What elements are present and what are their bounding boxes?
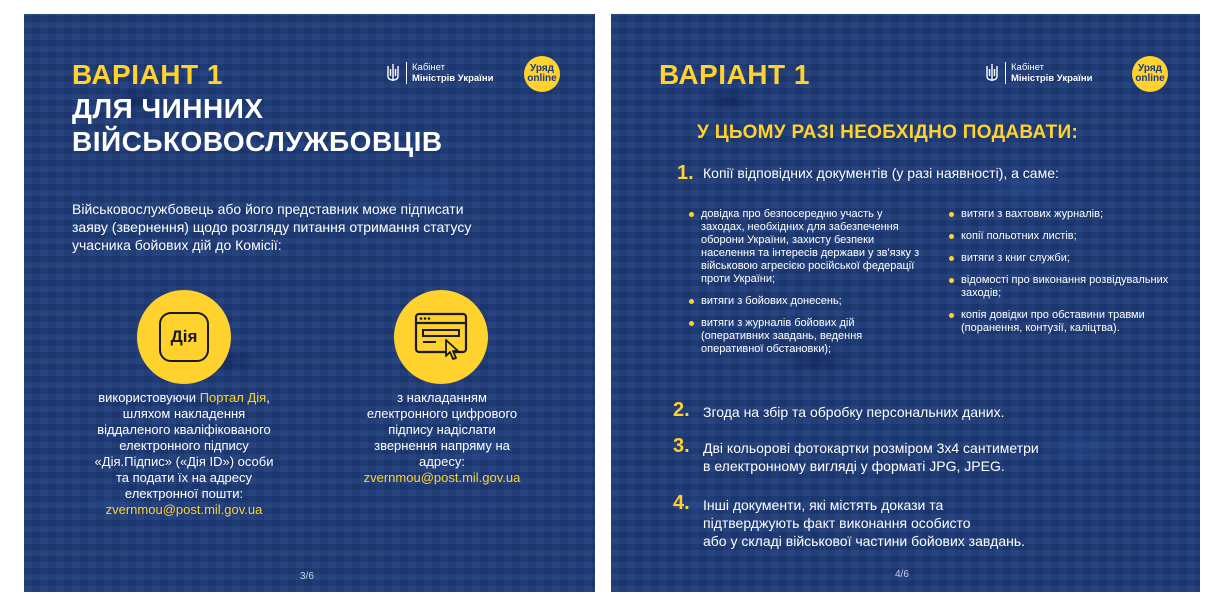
item-3-text — [703, 439, 1039, 475]
browser-circle — [394, 290, 488, 384]
title-line-3: ВІЙСЬКОВОСЛУЖБОВЦІВ — [72, 126, 443, 157]
col1-line-7: електронної пошти: — [124, 486, 244, 501]
subheading: У ЦЬОМУ РАЗІ НЕОБХІДНО ПОДАВАТИ: — [697, 122, 1079, 143]
item-1-text: Копії відповідних документів (у разі наявності), а саме: — [703, 165, 1059, 181]
col1-line-4: електронного підпису — [119, 438, 249, 453]
cabinet-logo — [386, 62, 493, 84]
uriad-line-1: Уряд — [1138, 63, 1162, 74]
portal-diia-link[interactable]: Портал Дія — [199, 390, 267, 405]
item-4-number: 4. — [673, 492, 690, 514]
email-link-1[interactable]: zvernmou@post.mil.gov.ua — [105, 502, 263, 517]
col2-line-3: підпису надіслати — [388, 422, 496, 437]
list-item: витяги з бойових донесень; — [689, 295, 925, 308]
uriad-online-logo — [524, 56, 560, 92]
email-link-2[interactable]: zvernmou@post.mil.gov.ua — [363, 470, 521, 485]
portal-diia-text — [64, 390, 304, 518]
diia-icon — [159, 312, 209, 362]
logo-line-2: Міністрів України — [1011, 73, 1093, 84]
col1-suffix: , — [266, 390, 270, 405]
uriad-line-2: online — [1135, 73, 1165, 84]
page-number: 4/6 — [895, 569, 909, 580]
item-3-line-1: Дві кольорові фотокартки розміром 3х4 сантиметри — [703, 440, 1039, 456]
intro-line-2: заяву (звернення) щодо розгляду питання отримання статусу — [72, 219, 472, 235]
item-2-number: 2. — [673, 399, 690, 421]
col2-line-1: з накладанням — [397, 390, 487, 405]
intro-paragraph — [72, 200, 471, 254]
trident-icon — [985, 63, 999, 83]
item-3-number: 3. — [673, 435, 690, 457]
item-3-line-2: в електронному вигляді у форматі JPG, JPEG. — [703, 458, 1005, 474]
col2-line-2: електронного цифрового — [366, 406, 518, 421]
title-line-2: ДЛЯ ЧИННИХ — [72, 93, 264, 124]
item-4-line-2: підтверджують факт виконання особисто — [703, 515, 971, 531]
item-4-line-3: або у складі військової частини бойових завдань. — [703, 533, 1026, 549]
title-variant: ВАРІАНТ 1 — [659, 59, 810, 90]
col1-prefix: використовуючи — [98, 390, 200, 405]
item-4-text — [703, 496, 1025, 550]
intro-line-1: Військовослужбовець або його представник може підписати — [72, 201, 464, 217]
col1-line-3: віддаленого кваліфікованого — [97, 422, 271, 437]
item-4-line-1: Інші документи, які містять докази та — [703, 497, 944, 513]
col2-line-5: адресу: — [419, 454, 465, 469]
intro-line-3: учасника бойових дій до Комісії: — [72, 237, 282, 253]
slide-3 — [24, 14, 595, 592]
bullets-right — [949, 208, 1169, 344]
diia-icon-text: Дія — [170, 327, 198, 346]
uriad-line-1: Уряд — [530, 63, 554, 74]
list-item: витяги з книг служби; — [949, 252, 1169, 265]
signature-text — [324, 390, 560, 486]
list-item: копія довідки про обставини травми (поранення, контузії, каліцтва). — [949, 309, 1169, 335]
list-item: довідка про безпосередню участь у заходах, необхідних для забезпечення оборони України, захисту безпеки населення та інтересів держави у зв'язку з військовою агресією російської федерації проти України; — [689, 208, 925, 286]
bullets-left — [689, 208, 925, 365]
uriad-line-2: online — [527, 73, 557, 84]
list-item: відомості про виконання розвідувальних заходів; — [949, 274, 1169, 300]
col1-line-2: шляхом накладення — [122, 406, 246, 421]
item-2-text: Згода на збір та обробку персональних даних. — [703, 404, 1005, 420]
logo-line-2: Міністрів України — [412, 73, 494, 84]
browser-click-icon — [414, 312, 468, 362]
col1-line-5: «Дія.Підпис» («Дія ID») особи — [94, 454, 274, 469]
list-item: копії польотних листів; — [949, 230, 1169, 243]
col2-line-4: звернення напряму на — [374, 438, 510, 453]
item-1-number: 1. — [677, 162, 694, 184]
list-item: витяги з вахтових журналів; — [949, 208, 1169, 221]
page-number: 3/6 — [300, 571, 314, 582]
diia-circle — [137, 290, 231, 384]
uriad-online-logo — [1132, 56, 1168, 92]
logo-line-1: Кабінет — [1011, 62, 1044, 73]
list-item: витяги з журналів бойових дій (оперативних завдань, ведення оперативної обстановки); — [689, 317, 925, 356]
trident-icon — [386, 63, 400, 83]
col1-line-6: та подати їх на адресу — [115, 470, 252, 485]
slide-4 — [611, 14, 1200, 592]
cabinet-logo — [985, 62, 1092, 84]
logo-line-1: Кабінет — [412, 62, 445, 73]
title-variant: ВАРІАНТ 1 — [72, 59, 223, 90]
